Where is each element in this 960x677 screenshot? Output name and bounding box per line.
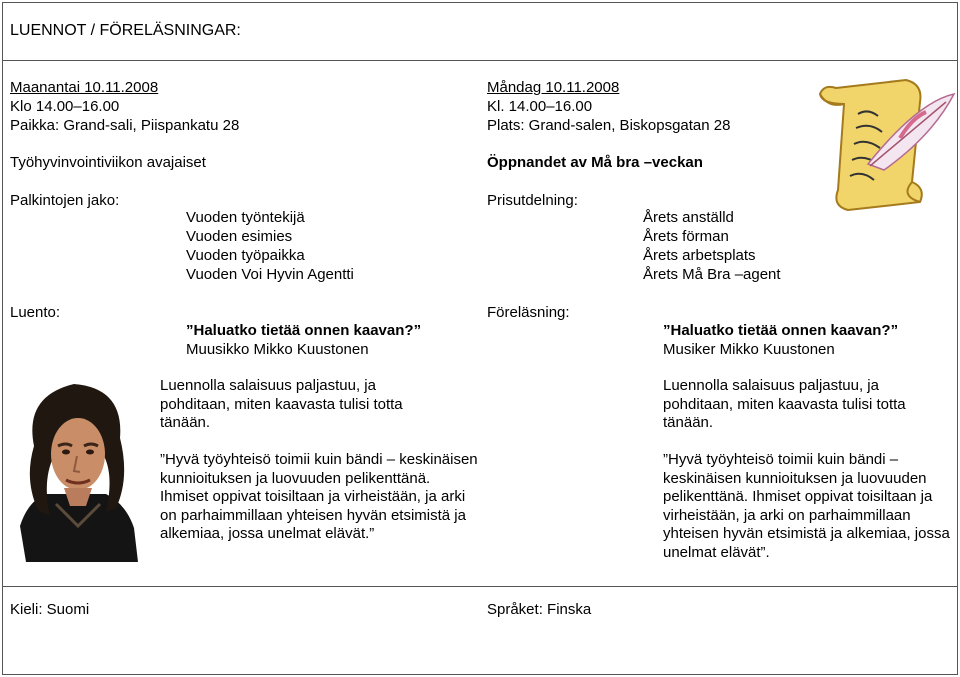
fi-description-2: ”Hyvä työyhteisö toimii kuin bändi – keskinäisen kunnioituksen ja luovuuden pelikenttänä. Ihmiset oppivat toisiltaan ja virheistään, ja arki on parhaimmillaan yhteisen hyvän etsimistä ja alkemiaa, jossa unelmat elävät.” xyxy=(160,451,478,542)
fi-language: Kieli: Suomi xyxy=(10,601,90,618)
lecturer-portrait xyxy=(6,376,146,562)
sv-description-1: Luennolla salaisuus paljastuu, ja pohditaan, miten kaavasta tulisi totta tänään. xyxy=(663,377,906,431)
sv-time: Kl. 14.00–16.00 xyxy=(487,98,593,115)
fi-awards-label: Palkintojen jako: xyxy=(10,192,120,209)
fi-place: Paikka: Grand-sali, Piispankatu 28 xyxy=(10,117,240,134)
fi-date: Maanantai 10.11.2008 xyxy=(10,79,159,96)
fi-lecture-title: ”Haluatko tietää onnen kaavan?” xyxy=(186,322,422,339)
fi-description-1: Luennolla salaisuus paljastuu, ja pohditaan, miten kaavasta tulisi totta tänään. xyxy=(160,377,403,431)
fi-lecture-label: Luento: xyxy=(10,304,61,321)
scroll-quill-icon xyxy=(808,78,958,212)
sv-place: Plats: Grand-salen, Biskopsgatan 28 xyxy=(487,117,731,134)
sv-language: Språket: Finska xyxy=(487,601,592,618)
page-title: LUENNOT / FÖRELÄSNINGAR: xyxy=(10,22,241,39)
sv-award-item: Årets arbetsplats xyxy=(643,247,756,264)
sv-lecture-title: ”Haluatko tietää onnen kaavan?” xyxy=(663,322,899,339)
fi-time: Klo 14.00–16.00 xyxy=(10,98,120,115)
fi-award-item: Vuoden työntekijä xyxy=(186,209,305,226)
sv-awards-label: Prisutdelning: xyxy=(487,192,578,209)
fi-award-item: Vuoden työpaikka xyxy=(186,247,305,264)
sv-award-item: Årets anställd xyxy=(643,209,734,226)
sv-lecture-label: Föreläsning: xyxy=(487,304,570,321)
header-divider xyxy=(2,60,958,61)
sv-event-title: Öppnandet av Må bra –veckan xyxy=(487,154,703,171)
sv-award-item: Årets Må Bra –agent xyxy=(643,266,781,283)
fi-event-title: Työhyvinvointiviikon avajaiset xyxy=(10,154,206,171)
sv-date: Måndag 10.11.2008 xyxy=(487,79,620,96)
fi-award-item: Vuoden Voi Hyvin Agentti xyxy=(186,266,354,283)
sv-description-2: ”Hyvä työyhteisö toimii kuin bändi – keskinäisen kunnioituksen ja luovuuden pelikenttänä. Ihmiset oppivat toisiltaan ja virheistään, ja arki on parhaimmillaan yhteisen hyvän etsimistä ja alkemiaa, jossa unelmat elävät”. xyxy=(663,451,950,561)
fi-lecturer: Muusikko Mikko Kuustonen xyxy=(186,341,369,358)
sv-award-item: Årets förman xyxy=(643,228,729,245)
sv-lecturer: Musiker Mikko Kuustonen xyxy=(663,341,835,358)
fi-award-item: Vuoden esimies xyxy=(186,228,293,245)
footer-divider xyxy=(2,586,958,587)
